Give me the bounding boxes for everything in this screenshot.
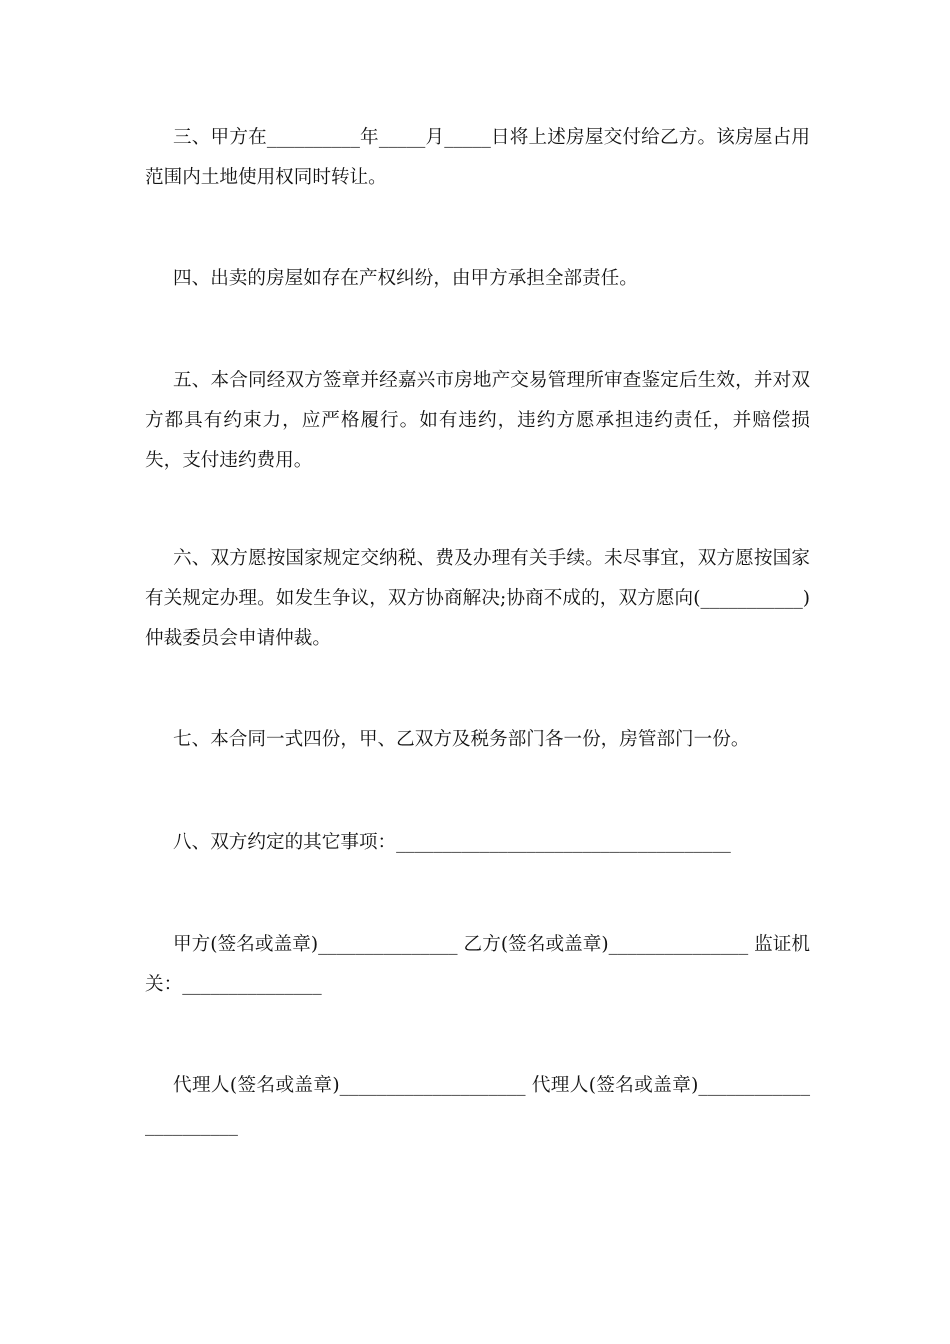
clause-7: 七、本合同一式四份，甲、乙双方及税务部门各一份，房管部门一份。	[173, 729, 750, 750]
clause-4: 四、出卖的房屋如存在产权纠纷，由甲方承担全部责任。	[173, 268, 638, 289]
clause-5: 五、本合同经双方签章并经嘉兴市房地产交易管理所审查鉴定后生效，并对双方都具有约束力，应严格履行。如有违约，违约方愿承担违约责任，并赔偿损失，支付违约费用。	[145, 370, 810, 471]
clause-3: 三、甲方在__________年_____月_____日将上述房屋交付给乙方。该房屋占用范围内土地使用权同时转让。	[145, 127, 810, 188]
signature-parties: 甲方(签名或盖章)_______________ 乙方(签名或盖章)_______________ 监证机关：_______________	[145, 934, 810, 995]
clause-6: 六、双方愿按国家规定交纳税、费及办理有关手续。未尽事宜，双方愿按国家有关规定办理。如发生争议，双方协商解决;协商不成的，双方愿向(___________)仲裁委员会申请仲裁。	[145, 548, 810, 649]
signature-agents: 代理人(签名或盖章)____________________ 代理人(签名或盖章)______________________	[145, 1075, 810, 1136]
clause-8: 八、双方约定的其它事项：____________________________________	[173, 832, 731, 853]
